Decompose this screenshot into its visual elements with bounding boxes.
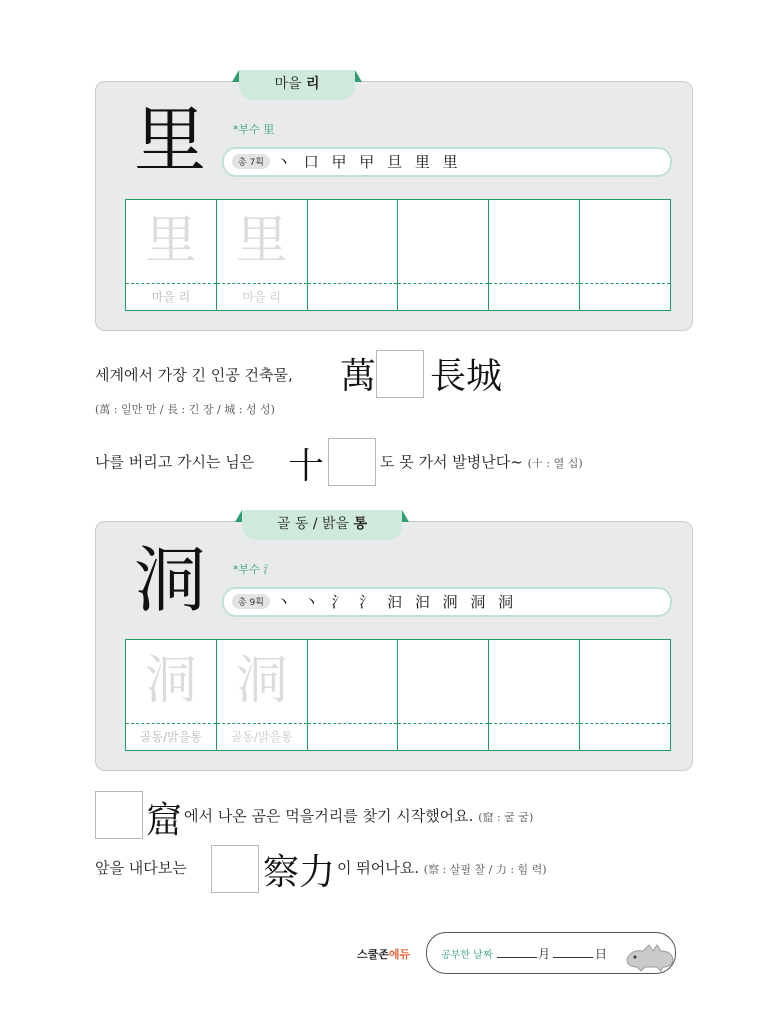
month-blank[interactable] [497, 957, 537, 958]
guide-line [308, 723, 398, 724]
trace-cell[interactable] [126, 200, 217, 310]
hanja-note: (窟 : 굴 굴) [478, 811, 534, 824]
blank-cell[interactable] [489, 640, 580, 750]
writing-grid [125, 639, 671, 751]
stroke-sequence: 丶 丶 氵 氵 汩 汩 泂 洞 洞 [276, 593, 518, 611]
stroke-order-bar [222, 147, 672, 177]
guide-line [217, 723, 307, 724]
tab-text-bold: 통 [353, 516, 368, 532]
hanja-word: 萬 [340, 356, 377, 397]
answer-box[interactable] [95, 791, 143, 839]
trace-cell[interactable] [217, 200, 308, 310]
answer-box[interactable] [211, 845, 259, 893]
hanja-note: (察 : 살필 찰 / 力 : 힘 력) [423, 863, 547, 876]
guide-line [489, 283, 579, 284]
blank-cell[interactable] [580, 640, 670, 750]
radical-label: *부수 氵 [233, 563, 275, 576]
hanja-note: (十 : 열 십) [527, 457, 583, 470]
guide-line [308, 283, 398, 284]
sentence-text [337, 857, 547, 878]
sentence-text: 세계에서 가장 긴 인공 건축물, [95, 366, 293, 384]
sentence-text: 에서 나온 곰은 먹을거리를 찾기 시작했어요. [184, 807, 474, 825]
blank-cell[interactable] [308, 200, 399, 310]
hanja-note: (萬 : 일만 만 / 長 : 긴 장 / 城 : 성 성) [95, 403, 275, 416]
main-character: 里 [134, 98, 207, 182]
guide-line [489, 723, 579, 724]
ghost-character: 洞 [235, 651, 288, 711]
ghost-meaning: 마을 리 [151, 290, 191, 304]
dinosaur-icon [623, 937, 675, 973]
logo-accent: 에듀 [388, 948, 411, 961]
ghost-character: 里 [144, 211, 197, 271]
answer-box[interactable] [328, 438, 376, 486]
example-sentence-4: 앞을 내다보는 [95, 859, 187, 877]
hanja-word: 察力 [263, 852, 336, 893]
example-sentence-3 [184, 805, 533, 826]
writing-grid [125, 199, 671, 311]
guide-line [398, 723, 488, 724]
day-blank[interactable] [553, 957, 593, 958]
month-label: 月 [538, 947, 551, 961]
character-card-1 [95, 76, 693, 331]
blank-cell[interactable] [308, 640, 399, 750]
blank-cell[interactable] [580, 200, 670, 310]
guide-line [126, 283, 216, 284]
date-label: 공부한 날짜 [441, 950, 493, 961]
answer-box[interactable] [376, 350, 424, 398]
hanja-word: 十 [288, 446, 325, 487]
ghost-meaning: 골동/밝을통 [230, 730, 293, 744]
meaning-tab [242, 510, 402, 540]
sentence-after: 이 뛰어나요. [337, 859, 419, 877]
character-card-2 [95, 516, 693, 771]
radical-label: *부수 里 [233, 123, 275, 136]
guide-line [580, 283, 670, 284]
day-label: 日 [595, 947, 608, 961]
stroke-order-bar [222, 587, 672, 617]
blank-cell[interactable] [398, 200, 489, 310]
hanja-word: 長城 [430, 356, 503, 397]
ghost-character: 洞 [144, 651, 197, 711]
tab-text: 골 동 / 밝을 [276, 516, 354, 532]
guide-line [126, 723, 216, 724]
sentence-after: 도 못 가서 발병난다~ [380, 453, 523, 471]
tab-text: 마을 [274, 76, 306, 92]
trace-cell[interactable] [126, 640, 217, 750]
meaning-tab [239, 70, 355, 100]
study-date-box [426, 932, 676, 974]
ghost-meaning: 마을 리 [242, 290, 282, 304]
guide-line [217, 283, 307, 284]
guide-line [580, 723, 670, 724]
ghost-meaning: 골동/밝을통 [139, 730, 202, 744]
stroke-count-badge: 총 7획 [232, 154, 270, 169]
logo-text: 스쿨존 [357, 948, 389, 961]
stroke-count-badge: 총 9획 [232, 594, 270, 609]
hanja-word: 窟 [146, 800, 183, 841]
tab-text-bold: 리 [305, 76, 320, 92]
blank-cell[interactable] [398, 640, 489, 750]
ghost-character: 里 [235, 211, 288, 271]
stroke-sequence: 丶 口 曱 曱 旦 里 里 [276, 153, 462, 171]
main-character: 洞 [134, 538, 207, 622]
sentence-text [380, 451, 583, 472]
guide-line [398, 283, 488, 284]
trace-cell[interactable] [217, 640, 308, 750]
blank-cell[interactable] [489, 200, 580, 310]
publisher-logo [357, 946, 410, 962]
example-sentence-1 [95, 364, 293, 385]
example-sentence-2: 나를 버리고 가시는 님은 [95, 453, 255, 471]
